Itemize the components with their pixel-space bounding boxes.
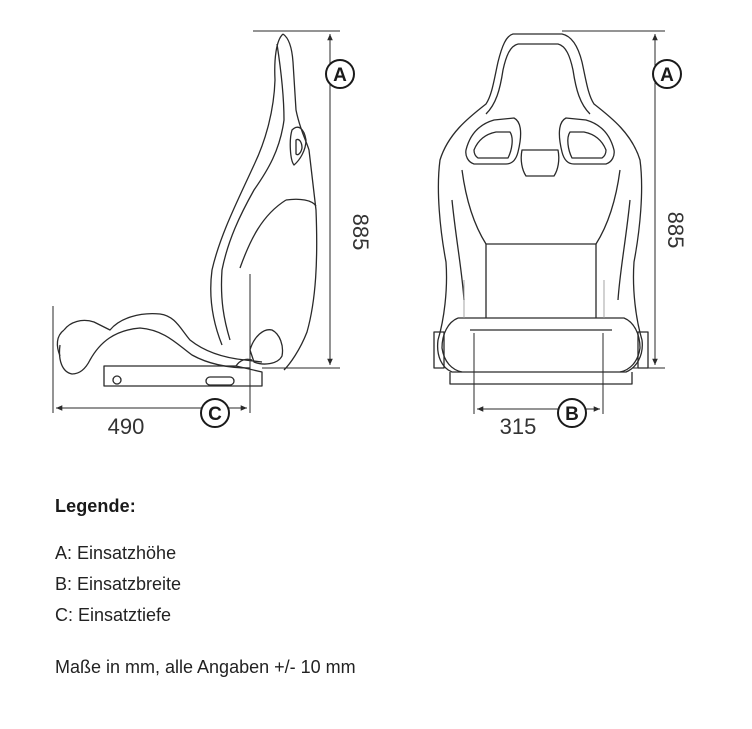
legend [55,496,655,678]
marker-a-side [326,60,354,88]
legend-item-a: A: Einsatzhöhe [55,543,177,563]
front-view-guide-lines [464,280,604,318]
marker-b [558,399,586,427]
marker-b-label: B [565,404,579,425]
marker-c-label: C [208,404,222,425]
height-value-front: 885 [663,211,688,249]
width-value: 315 [499,414,537,439]
side-view-dimension-lines [53,31,340,413]
front-view-dimension-lines [474,31,665,414]
legend-note: Maße in mm, alle Angaben +/- 10 mm [55,657,356,677]
height-value-side: 885 [348,213,373,251]
marker-a-front-label: A [660,65,674,86]
legend-title: Legende: [55,496,136,516]
legend-item-c: C: Einsatztiefe [55,605,172,625]
depth-value: 490 [107,414,145,439]
side-view-seat [57,34,316,386]
marker-c [201,399,229,427]
marker-a-front [653,60,681,88]
front-view-seat [434,34,648,384]
legend-item-b: B: Einsatzbreite [55,574,182,594]
marker-a-side-label: A [333,65,347,86]
